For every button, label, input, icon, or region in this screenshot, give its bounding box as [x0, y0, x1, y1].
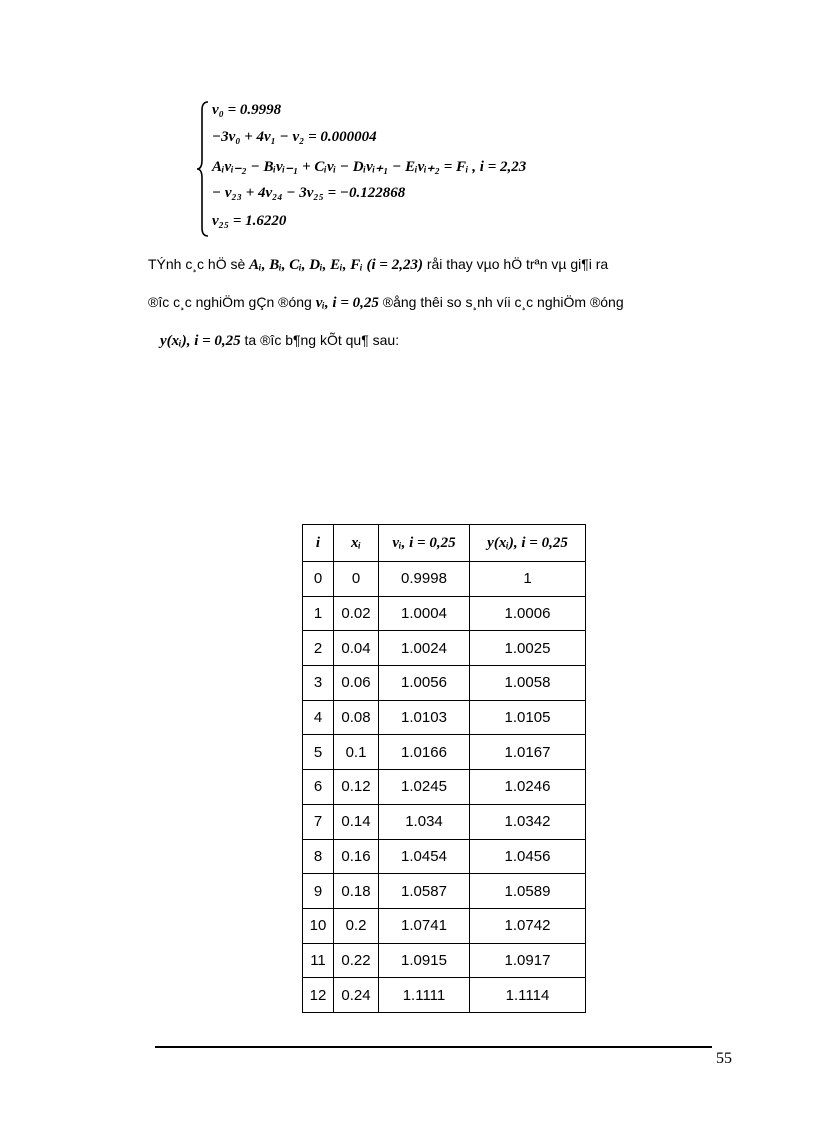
table-row	[303, 908, 586, 943]
table-cell: 0.1	[334, 735, 379, 770]
table-cell: 0.14	[334, 804, 379, 839]
page-number: 55	[716, 1050, 732, 1067]
paragraph-text: TÝnh c¸c hÖ sè	[148, 256, 246, 272]
table-cell: 1.0245	[379, 770, 470, 805]
table-cell: 0.04	[334, 631, 379, 666]
table-cell: 1	[303, 596, 334, 631]
table-cell: 11	[303, 943, 334, 978]
table-cell: 4	[303, 700, 334, 735]
table-row	[303, 804, 586, 839]
table-cell: 1.0742	[470, 908, 586, 943]
table-row	[303, 700, 586, 735]
table-cell: 1.0058	[470, 666, 586, 701]
table-row	[303, 839, 586, 874]
table-cell: 1.1111	[379, 978, 470, 1013]
table-cell: 0.06	[334, 666, 379, 701]
table-cell: 2	[303, 631, 334, 666]
paragraph-text: ®ång thêi so s¸nh víi c¸c nghiÖm ®óng	[382, 294, 624, 310]
table-cell: 0.22	[334, 943, 379, 978]
table-cell: 1.0167	[470, 735, 586, 770]
table-cell: 0.9998	[379, 562, 470, 597]
table-cell: 10	[303, 908, 334, 943]
table-row	[303, 978, 586, 1013]
table-row	[303, 631, 586, 666]
table-row	[303, 874, 586, 909]
table-cell: 0	[303, 562, 334, 597]
table-cell: 0.2	[334, 908, 379, 943]
table-cell: 0.12	[334, 770, 379, 805]
table-cell: 1.0589	[470, 874, 586, 909]
table-cell: 6	[303, 770, 334, 805]
table-row	[303, 666, 586, 701]
table-cell: 1.0006	[470, 596, 586, 631]
inline-math: Aᵢ, Bᵢ, Cᵢ, Dᵢ, Eᵢ, Fᵢ (i = 2,23)	[249, 257, 423, 273]
table-header-row	[303, 525, 586, 562]
table-cell: 1.0741	[379, 908, 470, 943]
equation-line-3: Aᵢvᵢ₋₂ − Bᵢvᵢ₋₁ + Cᵢvᵢ − Dᵢvᵢ₊₁ − Eᵢvᵢ₊₂ = Fᵢ , i = 2,23	[212, 159, 527, 175]
table-cell: 1.0105	[470, 700, 586, 735]
inline-math: vᵢ, i = 0,25	[315, 295, 379, 311]
table-row	[303, 943, 586, 978]
table-cell: 8	[303, 839, 334, 874]
table-cell: 1.0024	[379, 631, 470, 666]
table-cell: 0.24	[334, 978, 379, 1013]
table-cell: 0.02	[334, 596, 379, 631]
table-cell: 1	[470, 562, 586, 597]
table-cell: 1.0166	[379, 735, 470, 770]
table-cell: 1.0246	[470, 770, 586, 805]
paragraph-line-1	[148, 256, 608, 274]
table-cell: 1.0454	[379, 839, 470, 874]
column-header-y: y(xᵢ), i = 0,25	[470, 525, 586, 562]
table-cell: 1.034	[379, 804, 470, 839]
table-cell: 1.0587	[379, 874, 470, 909]
equation-system	[196, 100, 616, 238]
paragraph-line-3	[160, 332, 399, 350]
table-cell: 9	[303, 874, 334, 909]
table-row	[303, 596, 586, 631]
equation-line-5: v₂₅ = 1.6220	[212, 213, 287, 229]
table-cell: 1.0025	[470, 631, 586, 666]
table-row	[303, 735, 586, 770]
column-header-i: i	[303, 525, 334, 562]
equation-line-2: −3v₀ + 4v₁ − v₂ = 0.000004	[212, 129, 377, 145]
equation-line-1: v₀ = 0.9998	[212, 102, 282, 118]
inline-math: y(xᵢ), i = 0,25	[160, 333, 241, 349]
table-cell: 7	[303, 804, 334, 839]
paragraph-text: råi thay vµo hÖ trªn vµ gi¶i ra	[426, 256, 609, 272]
table-cell: 0	[334, 562, 379, 597]
paragraph-text: ta ®îc b¶ng kÕt qu¶ sau:	[244, 332, 400, 348]
table-cell: 1.0056	[379, 666, 470, 701]
equation-line-4: − v₂₃ + 4v₂₄ − 3v₂₅ = −0.122868	[212, 185, 406, 201]
table-cell: 3	[303, 666, 334, 701]
table-cell: 1.0103	[379, 700, 470, 735]
paragraph-text: ®îc c¸c nghiÖm gÇn ®óng	[148, 294, 312, 310]
table-cell: 1.1114	[470, 978, 586, 1013]
column-header-v: vᵢ, i = 0,25	[379, 525, 470, 562]
table-cell: 0.16	[334, 839, 379, 874]
table-cell: 5	[303, 735, 334, 770]
table-row	[303, 770, 586, 805]
table-cell: 1.0004	[379, 596, 470, 631]
table-cell: 0.08	[334, 700, 379, 735]
column-header-x: xᵢ	[334, 525, 379, 562]
table-cell: 1.0917	[470, 943, 586, 978]
left-brace-icon	[196, 100, 210, 238]
table-row	[303, 562, 586, 597]
results-table	[302, 524, 586, 1013]
table-cell: 1.0342	[470, 804, 586, 839]
paragraph-line-2	[148, 294, 624, 312]
footer-divider	[155, 1046, 712, 1048]
table-cell: 12	[303, 978, 334, 1013]
table-cell: 0.18	[334, 874, 379, 909]
table-cell: 1.0915	[379, 943, 470, 978]
table-cell: 1.0456	[470, 839, 586, 874]
